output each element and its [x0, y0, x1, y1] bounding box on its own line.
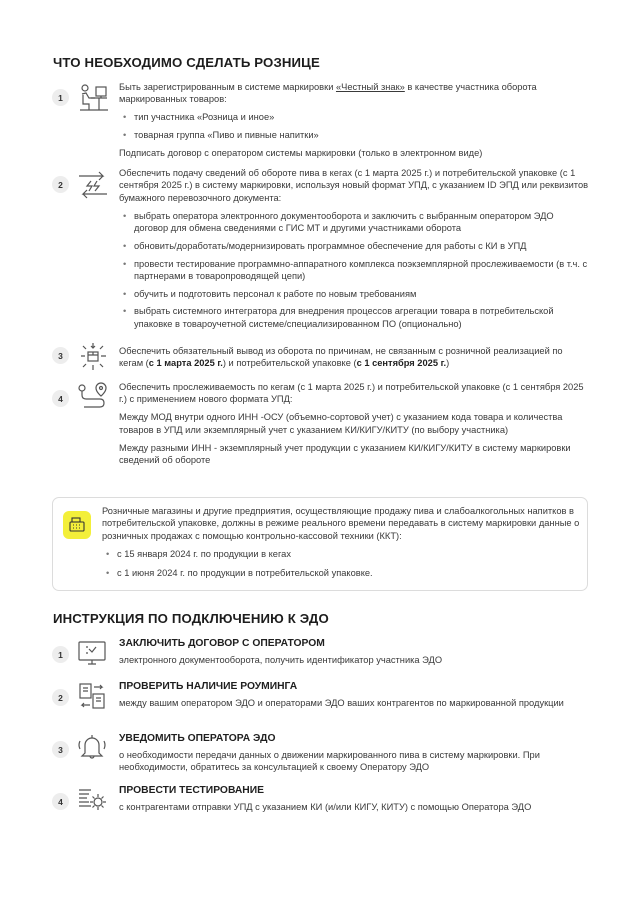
notice-box [52, 497, 588, 591]
step-number: 1 [52, 89, 69, 106]
step-number: 4 [52, 390, 69, 407]
notice-text: Розничные магазины и другие предприятия, осуществляющие продажу пива и слабоалкогольных напитков в потребительской упаковке, должны в режиме реального времени передавать в систему маркировки данные о розничных продажах с помощью контрольно-кассовой техники (ККТ): [102, 506, 580, 541]
step-number: 1 [52, 646, 69, 663]
bell-icon [76, 731, 108, 761]
chestny-znak-link[interactable]: «Честный знак» [335, 82, 405, 92]
retail-step-1 [52, 83, 592, 163]
date-emphasis: с 1 марта 2025 г. [148, 358, 223, 369]
list-item: • провести тестирование программно-аппаратного комплекса поэкземплярной прослеживаемости (в т.ч. с партнерами в товаропроводящей цепи) [119, 258, 589, 283]
gear-testing-icon [76, 785, 108, 815]
list-item: • обновить/доработать/модернизировать программное обеспечение для работы с КИ в УПД [119, 240, 589, 252]
box-out-icon [77, 341, 109, 371]
date-emphasis: с 1 сентября 2025 г. [356, 358, 447, 369]
step-text: Обеспечить обязательный вывод из оборота по причинам, не связанным с розничной реализацией по кегам ( [119, 346, 563, 369]
step-text: Обеспечить подачу сведений об обороте пива в кегах (с 1 марта 2025 г.) и потребительской упаковке (с 1 сентября 2025 г.) в систему маркировки, используя новый формат УПД, с указанием ID ЭПД или реквизитов бумажного перевозочного документа: [119, 168, 589, 203]
step-text: ) и потребительской упаковке ( [222, 358, 357, 369]
step-description: между вашим оператором ЭДО и операторами ЭДО ваших контрагентов по маркированной продукции [119, 698, 564, 708]
list-item: • обучить и подготовить персонал к работе по новым требованиям [119, 288, 589, 300]
step-text: ) [446, 358, 450, 369]
retail-step-2 [52, 168, 592, 338]
step-text: в качестве участника оборота маркированных товаров: [119, 82, 537, 105]
list-item: • товарная группа «Пиво и пивные напитки» [119, 129, 589, 141]
list-item: • выбрать оператора электронного документооборота и заключить с выбранным оператором ЭДО договор для обмена сведениями с ГИС МТ и другими участниками оборота [119, 210, 589, 235]
list-item: • выбрать системного интегратора для внедрения процессов агрегации товара в потребительской упаковке в товароучетной системе/специализированном ПО (опционально) [119, 305, 589, 330]
step-text: Подписать договор с оператором системы маркировки (только в электронном виде) [119, 147, 483, 158]
retail-step-4 [52, 381, 592, 481]
step-number: 4 [52, 793, 69, 810]
section-title-edo: ИНСТРУКЦИЯ ПО ПОДКЛЮЧЕНИЮ К ЭДО [53, 611, 329, 626]
list-item: • с 15 января 2024 г. по продукции в кегах [102, 548, 582, 560]
cash-register-icon [63, 511, 91, 539]
list-item: • тип участника «Розница и иное» [119, 111, 589, 123]
step-title: УВЕДОМИТЬ ОПЕРАТОРА ЭДО [119, 733, 276, 744]
step-description: о необходимости передачи данных о движении маркированного пива в систему маркировки. При необходимости, обратитесь за консультацией к своему Оператору ЭДО [119, 750, 540, 773]
step-description: электронного документооборота, получить идентификатор участника ЭДО [119, 655, 443, 665]
route-pin-icon [77, 381, 109, 411]
step-title: ПРОВЕСТИ ТЕСТИРОВАНИЕ [119, 785, 265, 796]
step-number: 2 [52, 176, 69, 193]
step-title: ЗАКЛЮЧИТЬ ДОГОВОР С ОПЕРАТОРОМ [119, 638, 325, 649]
section-title-retail: ЧТО НЕОБХОДИМО СДЕЛАТЬ РОЗНИЦЕ [53, 55, 320, 70]
step-number: 3 [52, 347, 69, 364]
step-text: Между разными ИНН - экземплярный учет продукции с указанием КИ/КИГУ/КИТУ в систему маркировки сведений об обороте [119, 442, 571, 466]
step-number: 2 [52, 689, 69, 706]
step-description: с контрагентами отправки УПД с указанием КИ (и/или КИГУ, КИТУ) с помощью Оператора ЭДО [119, 802, 532, 812]
exchange-arrows-icon [77, 170, 109, 200]
step-text: Обеспечить прослеживаемость по кегам (с 1 марта 2025 г.) и потребительской упаковке (с 1 сентября 2025 г.) с применением нового формата УПД: [119, 382, 584, 405]
retail-step-3 [52, 344, 592, 376]
person-at-desk-icon [77, 83, 109, 113]
list-item: • с 1 июня 2024 г. по продукции в потребительской упаковке. [102, 567, 582, 579]
documents-exchange-icon [76, 681, 108, 711]
step-title: ПРОВЕРИТЬ НАЛИЧИЕ РОУМИНГА [119, 681, 298, 692]
step-number: 3 [52, 741, 69, 758]
step-text: Быть зарегистрированным в системе маркировки [119, 82, 336, 92]
monitor-icon [76, 639, 108, 669]
step-text: Между МОД внутри одного ИНН -ОСУ (объемно-сортовой учет) с указанием кода товара и количества товаров в УПД или экземплярный учет с указанием КИ/КИГУ/КИТУ (по выбору участника) [119, 412, 563, 435]
